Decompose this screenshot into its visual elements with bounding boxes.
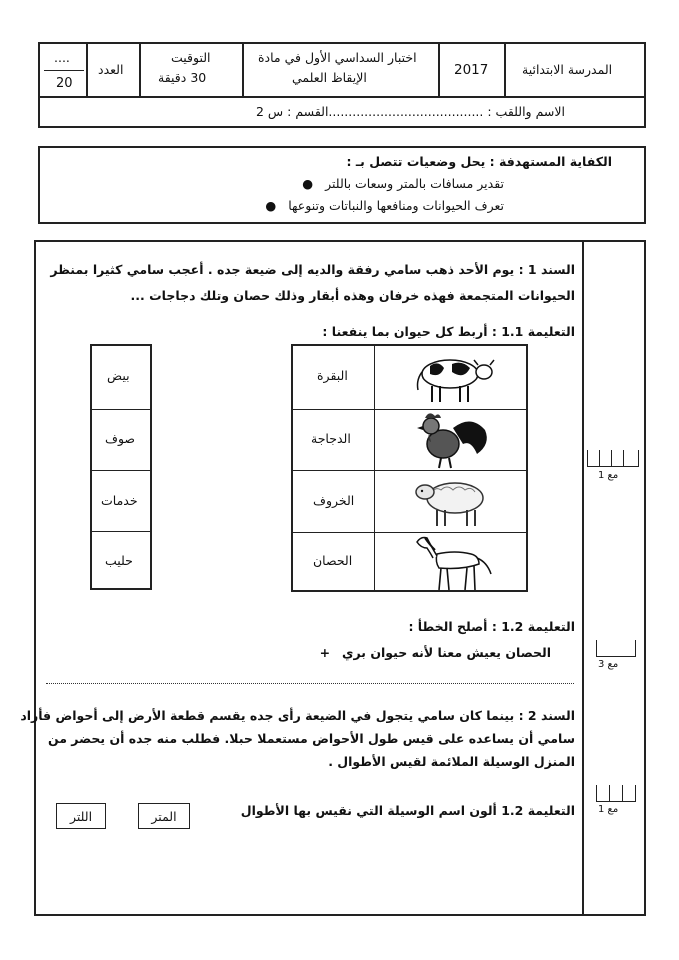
competence-title: الكفاية المستهدفة : يحل وضعيات تتصل بـ :	[346, 154, 612, 169]
benefit-wool: صوف	[105, 431, 136, 446]
rooster-icon	[413, 410, 493, 470]
animal-name-chicken: الدجاجة	[311, 431, 351, 446]
exam-title-line2: الإيقاظ العلمي	[292, 70, 367, 85]
section-separator	[46, 683, 574, 684]
criterion-label-1: مع 1	[598, 470, 619, 481]
margin-column	[582, 242, 584, 914]
competence-box	[38, 146, 646, 224]
criterion-box-1	[587, 450, 639, 467]
sanad2-line2: سامي أن يساعده على قيس طول الأحواض مستعملا حبلا. فطلب منه جده أن يحضر من	[47, 731, 575, 746]
benefit-milk: حليب	[105, 553, 133, 568]
instruction-1-1: التعليمة 1.1 : أربط كل حيوان بما ينفعنا :	[322, 324, 575, 339]
sanad2-line1: السند 2 : بينما كان سامي يتجول في الضيعة رأى جده يقسم قطعة الأرض إلى أحواض فأراد	[20, 708, 575, 723]
grade-label: العدد	[98, 62, 124, 77]
animal-name-sheep: الخروف	[313, 493, 355, 508]
benefits-table	[90, 344, 152, 590]
header-box	[38, 42, 646, 128]
error-bullet: +	[319, 645, 331, 660]
sanad1-line2: الحيوانات المتجمعة فهذه خرفان وهذه أبقار وذلك حصان وتلك دجاجات ...	[130, 288, 575, 303]
criterion-box-3	[596, 785, 636, 802]
benefit-services: خدمات	[101, 493, 138, 508]
sanad2-line3: المنزل الوسيلة الملائمة لقيس الأطوال .	[328, 754, 575, 769]
animals-table	[291, 344, 528, 592]
grade-blank: ....	[54, 50, 70, 65]
horse-icon	[411, 534, 497, 592]
criterion-label-3: مع 1	[598, 804, 619, 815]
sheep-icon	[411, 472, 495, 530]
competence-item-1: تقدير مسافات بالمتر وسعات باللتر●	[302, 176, 504, 191]
cow-icon	[408, 350, 498, 406]
instruction-2: التعليمة 1.2 ألون اسم الوسيلة التي نقيس بها الأطوال	[240, 803, 575, 818]
sanad1-line1: السند 1 : يوم الأحد ذهب سامي رفقة والديه إلى ضيعة جده . أعجب سامي كثيرا بمنظر	[50, 262, 575, 277]
timing-label: التوقيت	[171, 50, 211, 65]
instruction-1-2: التعليمة 1.2 : أصلح الخطأ :	[408, 619, 575, 634]
timing-value: 30 دقيقة	[158, 70, 207, 85]
criterion-box-2	[596, 640, 636, 657]
criterion-label-2: مع 3	[598, 659, 619, 670]
benefit-eggs: بيض	[107, 368, 130, 383]
student-name-line: الاسم واللقب : .......................................القسم : س 2	[256, 104, 565, 119]
header-divider	[40, 96, 644, 98]
exam-year: 2017	[454, 62, 489, 78]
animal-name-cow: البقرة	[317, 368, 348, 383]
option-liter-button[interactable]: اللتر	[56, 803, 106, 829]
school-name: المدرسة الابتدائية	[522, 62, 613, 77]
competence-item-2: تعرف الحيوانات ومنافعها والنباتات وتنوعها●	[265, 198, 504, 213]
grade-total: 20	[56, 76, 73, 91]
error-sentence: الحصان يعيش معنا لأنه حيوان بري+	[319, 645, 551, 660]
option-meter-button[interactable]: المتر	[138, 803, 190, 829]
animal-name-horse: الحصان	[313, 553, 353, 568]
exam-title-line1: اختبار السداسي الأول في مادة	[258, 50, 417, 65]
